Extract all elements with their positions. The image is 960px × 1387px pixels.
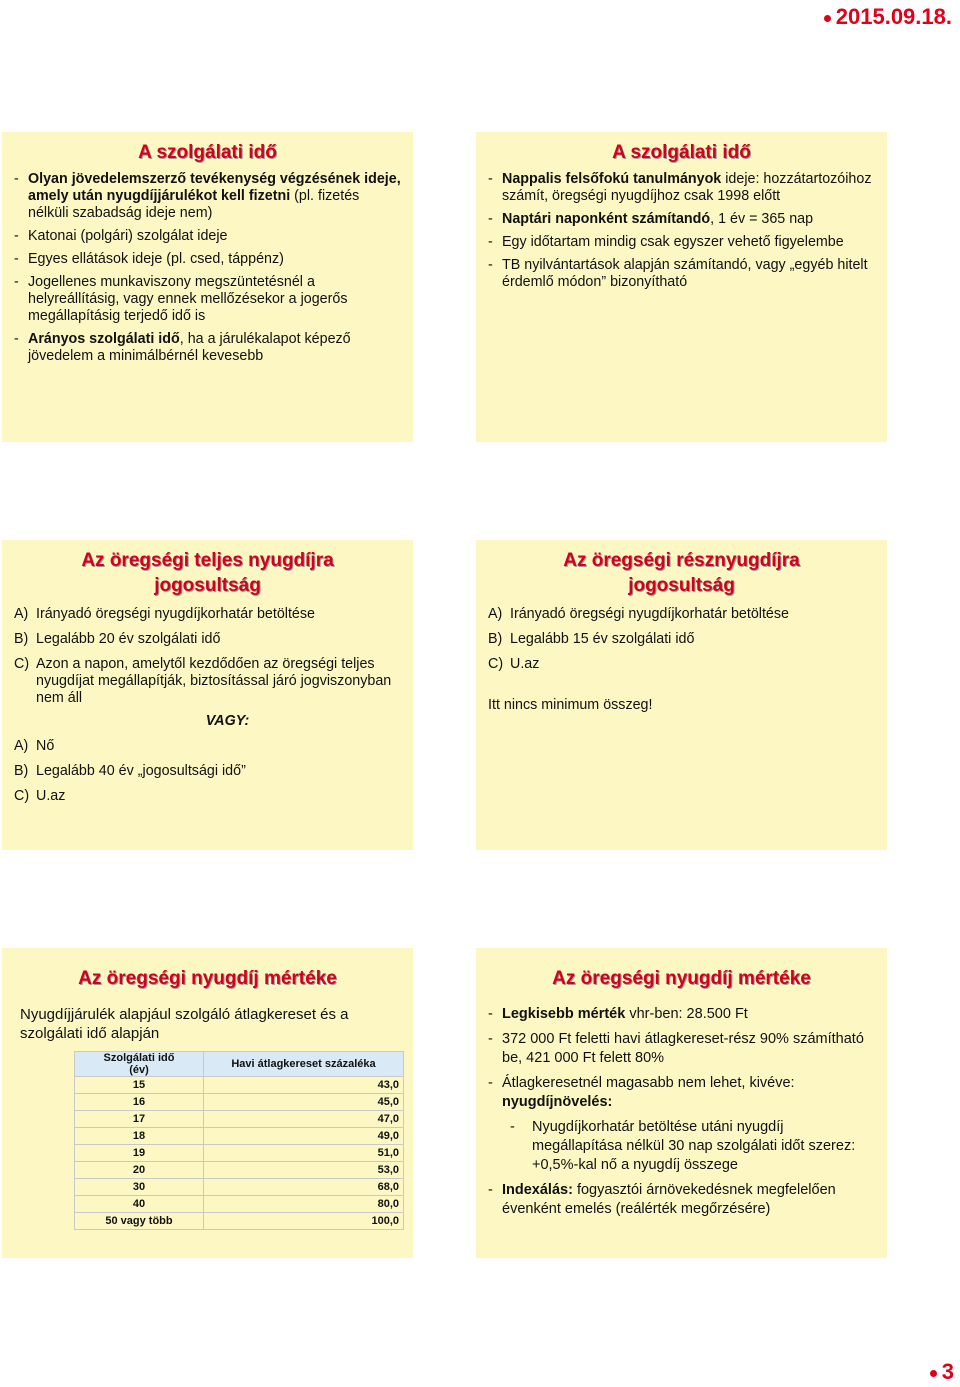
list-item <box>14 228 401 245</box>
list-item <box>488 1181 875 1219</box>
table-cell-years: 15 <box>75 1077 204 1094</box>
slide-item-list <box>14 171 401 365</box>
header-years-line1: Szolgálati idő <box>103 1052 175 1064</box>
table-cell-percent: 51,0 <box>204 1145 404 1162</box>
table-row <box>75 1179 404 1196</box>
item-bold-text: Olyan jövedelemszerző tevékenység végzésének ideje, amely után nyugdíjjárulékot kell fizetni <box>28 171 401 204</box>
list-item-text <box>502 1181 875 1219</box>
item-marker: C) <box>14 656 30 672</box>
table-cell-percent: 43,0 <box>204 1077 404 1094</box>
dash-marker: - <box>488 211 493 227</box>
item-text: Irányadó öregségi nyugdíjkorhatár betöltése <box>36 606 315 622</box>
list-item <box>14 738 401 755</box>
slide-title: A szolgálati idő <box>612 142 751 163</box>
list-item <box>488 656 875 673</box>
item-marker: B) <box>14 763 29 779</box>
or-label: VAGY: <box>205 713 250 729</box>
item-bold-text: Naptári naponként számítandó <box>502 211 711 227</box>
dash-marker: - <box>14 274 19 290</box>
item-text: vhr-ben: 28.500 Ft <box>625 1006 748 1022</box>
slide-resznyugdij-jogosultsag <box>476 540 887 850</box>
item-text: U.az <box>510 656 540 672</box>
item-text: Átlagkeresetnél magasabb nem lehet, kivéve: <box>502 1075 795 1091</box>
table-cell-years: 50 vagy több <box>75 1213 204 1230</box>
list-item-text <box>28 251 401 268</box>
table-cell-years: 19 <box>75 1145 204 1162</box>
list-item-text <box>502 257 875 291</box>
slide-title: Az öregségi nyugdíj mértéke <box>552 968 811 989</box>
list-item <box>14 631 401 648</box>
item-text: Jogellenes munkaviszony megszüntetésnél a helyreállításig, vagy ennek mellőzésekor a jogerős megállapításig terjedő idő is <box>28 274 348 324</box>
item-text: (pl. fizetés nélküli szabadság ideje nem) <box>28 188 360 221</box>
item-text: 372 000 Ft feletti havi átlagkereset-rész 90% számítható be, 421 000 Ft felett 80% <box>502 1031 864 1066</box>
table-row <box>75 1196 404 1213</box>
item-text: Nyugdíjkorhatár betöltése utáni nyugdíj megállapítása nélkül 30 nap szolgálati időt szerez: +0,5%-kal nő a nyugdíj összege <box>532 1119 856 1173</box>
table-row <box>75 1111 404 1128</box>
table-cell-years: 16 <box>75 1094 204 1111</box>
table-cell-years: 40 <box>75 1196 204 1213</box>
list-item-text <box>28 171 401 222</box>
dash-marker: - <box>14 228 19 244</box>
item-text: Irányadó öregségi nyugdíjkorhatár betöltése <box>510 606 789 622</box>
table-row <box>75 1128 404 1145</box>
item-text: Egy időtartam mindig csak egyszer vehető figyelembe <box>502 234 844 250</box>
item-text: TB nyilvántartások alapján számítandó, vagy „egyéb hitelt érdemlő módon” bizonyítható <box>502 257 868 290</box>
item-bold-text: Arányos szolgálati idő <box>28 331 180 347</box>
condition-list <box>488 606 875 673</box>
list-item <box>488 211 875 228</box>
dash-marker: - <box>488 171 493 187</box>
slide-title-line1: Az öregségi teljes nyugdíjra <box>81 550 334 571</box>
table-row <box>75 1162 404 1179</box>
item-marker: B) <box>14 631 29 647</box>
detail-list <box>488 1005 875 1219</box>
header-years-line2: (év) <box>129 1064 149 1076</box>
table-header-row <box>75 1052 404 1077</box>
table-row <box>75 1213 404 1230</box>
table-cell-percent: 47,0 <box>204 1111 404 1128</box>
item-text: ideje: hozzátartozóihoz számít, öregségi nyugdíjhoz csak 1998 előtt <box>502 171 872 204</box>
item-marker: C) <box>14 788 30 804</box>
list-item <box>488 234 875 251</box>
alternative-condition-list <box>14 738 401 805</box>
item-text: , ha a járulékalapot képező jövedelem a minimálbérnél kevesebb <box>28 331 351 364</box>
slide-title-line2: jogosultság <box>154 575 261 596</box>
list-item <box>14 763 401 780</box>
slide-teljes-nyugdij-jogosultsag <box>2 540 413 850</box>
slide-title-line1: Az öregségi résznyugdíjra <box>563 550 800 571</box>
table-cell-percent: 80,0 <box>204 1196 404 1213</box>
item-text: Legalább 20 év szolgálati idő <box>36 631 221 647</box>
item-marker: C) <box>488 656 504 672</box>
table-cell-percent: 100,0 <box>204 1213 404 1230</box>
list-item-text <box>28 274 401 325</box>
list-item-text <box>28 331 401 365</box>
table-cell-years: 20 <box>75 1162 204 1179</box>
table-cell-percent: 53,0 <box>204 1162 404 1179</box>
slide-szolgalati-ido-2 <box>476 132 887 442</box>
list-item-text <box>502 1074 875 1112</box>
bullet-dot-icon <box>930 1370 937 1377</box>
table-cell-percent: 68,0 <box>204 1179 404 1196</box>
item-marker: A) <box>488 606 503 622</box>
item-marker: A) <box>14 606 29 622</box>
slide-title <box>488 548 875 598</box>
dash-marker: - <box>488 1006 493 1022</box>
list-item <box>488 606 875 623</box>
dash-marker: - <box>488 1075 493 1091</box>
list-item <box>488 257 875 291</box>
item-text: U.az <box>36 788 66 804</box>
list-item <box>488 1030 875 1068</box>
list-item-text <box>502 1005 875 1024</box>
list-item-text <box>502 211 875 228</box>
condition-list <box>14 606 401 707</box>
item-text: Legalább 15 év szolgálati idő <box>510 631 695 647</box>
slide-szolgalati-ido-1 <box>2 132 413 442</box>
table-cell-years: 30 <box>75 1179 204 1196</box>
item-bold-text: Legkisebb mérték <box>502 1006 626 1022</box>
list-item <box>14 171 401 222</box>
slide-title-line2: jogosultság <box>628 575 735 596</box>
list-item <box>488 631 875 648</box>
slide-title <box>14 548 401 598</box>
item-text: Egyes ellátások ideje (pl. csed, táppénz) <box>28 251 284 267</box>
table-row <box>75 1145 404 1162</box>
dash-marker: - <box>488 1031 493 1047</box>
item-text: Katonai (polgári) szolgálat ideje <box>28 228 228 244</box>
table-row <box>75 1094 404 1111</box>
list-item-text <box>502 1030 875 1068</box>
list-item <box>14 656 401 707</box>
list-item <box>14 331 401 365</box>
item-text: Nő <box>36 738 55 754</box>
dash-marker: - <box>510 1119 515 1135</box>
header-date-text: 2015.09.18. <box>835 4 952 29</box>
dash-marker: - <box>488 234 493 250</box>
list-item <box>14 274 401 325</box>
item-text: , 1 év = 365 nap <box>710 211 814 227</box>
item-text: Azon a napon, amelytől kezdődően az öregségi teljes nyugdíjat megállapítják, biztosítással járó jogviszonyban nem áll <box>36 656 392 706</box>
slide-title: A szolgálati idő <box>138 142 277 163</box>
table-row <box>75 1077 404 1094</box>
dash-marker: - <box>14 171 19 187</box>
item-bold-text: nyugdíjnövelés: <box>502 1094 613 1110</box>
bullet-dot-icon <box>824 15 831 22</box>
item-marker: A) <box>14 738 29 754</box>
dash-marker: - <box>14 251 19 267</box>
table-header-percent: Havi átlagkereset százaléka <box>204 1052 404 1077</box>
list-item-text <box>502 171 875 205</box>
slide-title: Az öregségi nyugdíj mértéke <box>78 968 337 989</box>
dash-marker: - <box>488 257 493 273</box>
rate-table <box>74 1051 404 1230</box>
list-item-text <box>502 234 875 251</box>
list-item <box>488 1074 875 1112</box>
table-cell-years: 17 <box>75 1111 204 1128</box>
item-marker: B) <box>488 631 503 647</box>
item-bold-text: Indexálás: <box>502 1182 573 1198</box>
list-item <box>14 788 401 805</box>
slide-nyugdij-merteke-details <box>476 948 887 1258</box>
slide-nyugdij-merteke-table <box>2 948 413 1258</box>
sub-list-item <box>510 1118 875 1175</box>
table-cell-percent: 49,0 <box>204 1128 404 1145</box>
dash-marker: - <box>488 1182 493 1198</box>
header-date <box>824 4 952 30</box>
item-bold-text: Nappalis felsőfokú tanulmányok <box>502 171 722 187</box>
table-cell-percent: 45,0 <box>204 1094 404 1111</box>
list-item <box>488 171 875 205</box>
table-header-years <box>75 1052 204 1077</box>
list-item-text <box>28 228 401 245</box>
item-text: fogyasztói árnövekedésnek megfelelően évenként emelés (reálérték megőrzésére) <box>502 1182 836 1217</box>
dash-marker: - <box>14 331 19 347</box>
page-number <box>930 1359 954 1385</box>
slide-item-list <box>488 171 875 291</box>
note-text: Itt nincs minimum összeg! <box>488 697 653 713</box>
list-item <box>14 606 401 623</box>
page-number-text: 3 <box>941 1359 954 1384</box>
list-item <box>14 251 401 268</box>
intro-text: Nyugdíjjárulék alapjául szolgáló átlagkereset és a szolgálati idő alapján <box>20 1006 349 1042</box>
table-cell-years: 18 <box>75 1128 204 1145</box>
list-item <box>488 1005 875 1024</box>
item-text: Legalább 40 év „jogosultsági idő” <box>36 763 246 779</box>
